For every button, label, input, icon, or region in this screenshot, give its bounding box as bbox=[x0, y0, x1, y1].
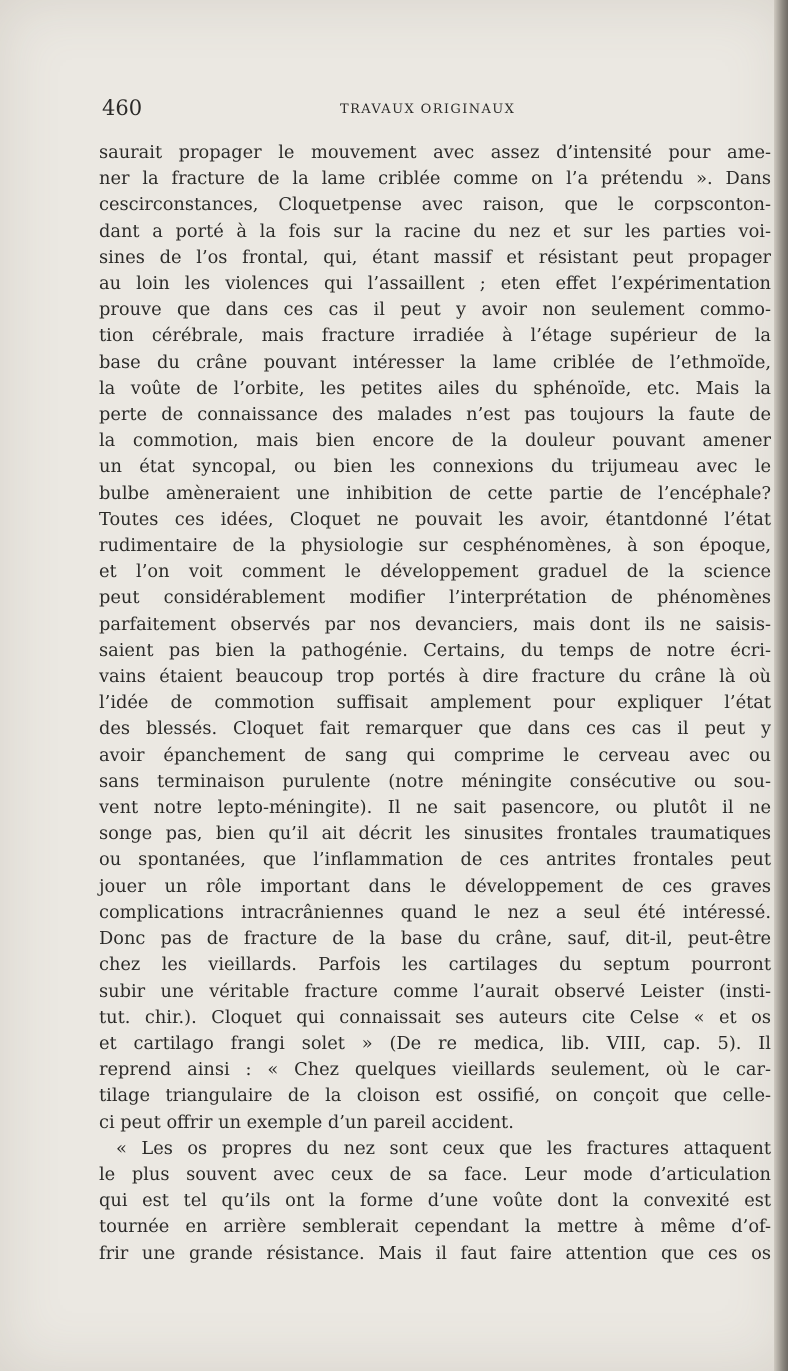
text-line: subir une véritable fracture comme l’aurait observé Leister (insti- bbox=[99, 980, 771, 1002]
text-line: prouve que dans ces cas il peut y avoir non seulement commo- bbox=[99, 299, 771, 321]
text-line: frir une grande résistance. Mais il faut faire attention que ces os bbox=[99, 1242, 771, 1264]
text-line: Toutes ces idées, Cloquet ne pouvait les avoir, étantdonné l’état bbox=[99, 508, 771, 530]
text-line: reprend ainsi : « Chez quelques vieillards seulement, où le car- bbox=[99, 1059, 771, 1081]
text-line: perte de connaissance des malades n’est pas toujours la faute de bbox=[99, 404, 771, 426]
text-line: vent notre lepto-méningite). Il ne sait pasencore, ou plutôt il ne bbox=[99, 797, 771, 819]
text-line: tut. chir.). Cloquet qui connaissait ses auteurs cite Celse « et os bbox=[99, 1006, 771, 1028]
text-line: ci peut offrir un exemple d’un pareil accident. bbox=[99, 1111, 514, 1133]
text-line: un état syncopal, ou bien les connexions du trijumeau avec le bbox=[99, 456, 771, 478]
page-header bbox=[102, 96, 762, 130]
text-line: jouer un rôle important dans le développement de ces graves bbox=[99, 875, 771, 897]
text-line: vains étaient beaucoup trop portés à dire fracture du crâne là où bbox=[99, 666, 771, 688]
text-line: songe pas, bien qu’il ait décrit les sinusites frontales traumatiques bbox=[99, 823, 771, 845]
text-line: sans terminaison purulente (notre méningite consécutive ou sou- bbox=[99, 770, 771, 792]
text-line: « Les os propres du nez sont ceux que les fractures attaquent bbox=[116, 1137, 771, 1159]
text-line: la voûte de l’orbite, les petites ailes du sphénoïde, etc. Mais la bbox=[99, 377, 771, 399]
text-line: des blessés. Cloquet fait remarquer que dans ces cas il peut y bbox=[99, 718, 771, 740]
text-line: qui est tel qu’ils ont la forme d’une voûte dont la convexité est bbox=[99, 1190, 771, 1212]
text-line: tilage triangulaire de la cloison est ossifié, on conçoit que celle- bbox=[99, 1085, 771, 1107]
page-edge bbox=[774, 0, 788, 1371]
text-line: bulbe amèneraient une inhibition de cette partie de l’encéphale? bbox=[99, 482, 771, 504]
text-line: rudimentaire de la physiologie sur cesphénomènes, à son époque, bbox=[99, 535, 771, 557]
running-head: TRAVAUX ORIGINAUX bbox=[340, 102, 516, 117]
text-line: ner la fracture de la lame criblée comme on l’a prétendu ». Dans bbox=[99, 168, 771, 190]
text-line: peut considérablement modifier l’interprétation de phénomènes bbox=[99, 587, 771, 609]
text-line: l’idée de commotion suffisait amplement pour expliquer l’état bbox=[99, 692, 771, 714]
text-line: et cartilago frangi solet » (De re medica, lib. VIII, cap. 5). Il bbox=[99, 1032, 771, 1054]
text-line: tion cérébrale, mais fracture irradiée à l’étage supérieur de la bbox=[99, 325, 771, 347]
text-line: ou spontanées, que l’inflammation de ces antrites frontales peut bbox=[99, 849, 771, 871]
text-line: la commotion, mais bien encore de la douleur pouvant amener bbox=[99, 430, 771, 452]
text-line: dant a porté à la fois sur la racine du nez et sur les parties voi- bbox=[99, 220, 771, 242]
text-line: saient pas bien la pathogénie. Certains, du temps de notre écri- bbox=[99, 639, 771, 661]
text-line: le plus souvent avec ceux de sa face. Leur mode d’articulation bbox=[99, 1163, 771, 1185]
body-text bbox=[99, 140, 771, 1267]
text-line: cescirconstances, Cloquetpense avec raison, que le corpsconton- bbox=[99, 194, 771, 216]
page-number: 460 bbox=[102, 96, 143, 120]
text-line: chez les vieillards. Parfois les cartilages du septum pourront bbox=[99, 954, 771, 976]
text-line: base du crâne pouvant intéresser la lame criblée de l’ethmoïde, bbox=[99, 351, 771, 373]
text-line: complications intracrâniennes quand le nez a seul été intéressé. bbox=[99, 901, 771, 923]
text-line: tournée en arrière semblerait cependant la mettre à même d’of- bbox=[99, 1216, 771, 1238]
text-line: parfaitement observés par nos devanciers, mais dont ils ne saisis- bbox=[99, 613, 771, 635]
text-line: et l’on voit comment le développement graduel de la science bbox=[99, 561, 771, 583]
text-line: avoir épanchement de sang qui comprime le cerveau avec ou bbox=[99, 744, 771, 766]
text-line: saurait propager le mouvement avec assez d’intensité pour ame- bbox=[99, 142, 771, 163]
text-line: Donc pas de fracture de la base du crâne, sauf, dit-il, peut-être bbox=[99, 928, 771, 950]
text-line: sines de l’os frontal, qui, étant massif et résistant peut propager bbox=[99, 246, 771, 268]
text-line: au loin les violences qui l’assaillent ; eten effet l’expérimentation bbox=[99, 273, 771, 295]
